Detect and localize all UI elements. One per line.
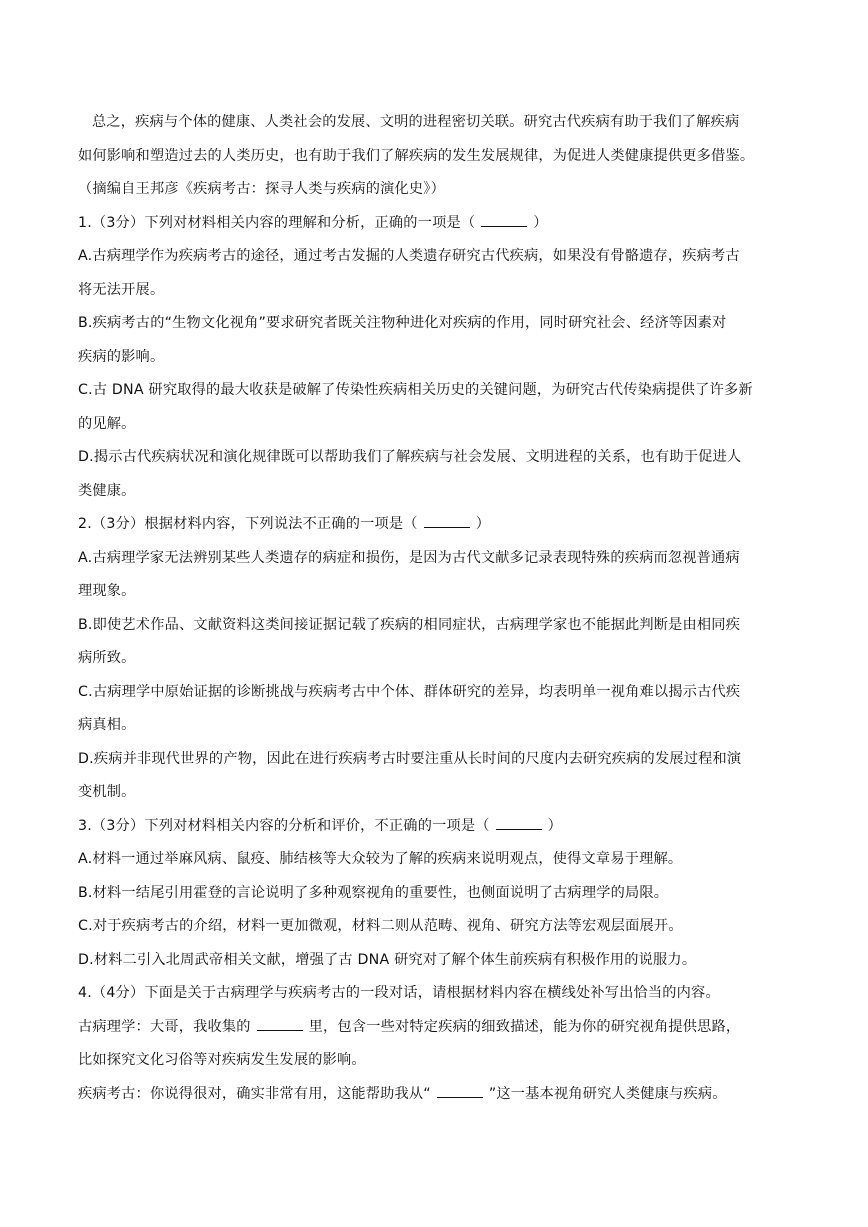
question-stem-text: 1.（3分）下列对材料相关内容的理解和分析，正确的一项是（ xyxy=(78,214,476,231)
question-2-option-d: D.疾病并非现代世界的产物，因此在进行疾病考古时要注重从长时间的尺度内去研究疾病的发展过程和演 xyxy=(78,750,742,767)
dialogue-text: 里，包含一些对特定疾病的细致描述，能为你的研究视角提供思路， xyxy=(308,1018,741,1035)
answer-blank[interactable] xyxy=(437,1085,483,1098)
dialogue-text: ”这一基本视角研究人类健康与疾病。 xyxy=(488,1085,727,1102)
question-2-option-d-cont: 变机制。 xyxy=(78,784,136,800)
question-1-option-d-cont: 类健康。 xyxy=(78,482,136,499)
question-3-stem xyxy=(78,816,798,850)
question-3-option-a: A.材料一通过举麻风病、鼠疫、肺结核等大众较为了解的疾病来说明观点，使得文章易于理解。 xyxy=(78,851,683,867)
dialogue-line-1 xyxy=(78,1017,798,1051)
dialogue-line-3 xyxy=(78,1084,798,1118)
question-stem-text: 2.（3分）根据材料内容，下列说法不正确的一项是（ xyxy=(78,516,418,532)
question-1-option-c: C.古 DNA 研究取得的最大收获是破解了传染性疾病相关历史的关键问题，为研究古代传染病提供了许多新 xyxy=(78,382,753,398)
document-body xyxy=(78,112,798,1117)
answer-blank[interactable] xyxy=(424,515,470,528)
answer-blank[interactable] xyxy=(496,817,542,830)
question-2-stem xyxy=(78,514,798,548)
dialogue-text: 疾病考古：你说得很对，确实非常有用，这能帮助我从“ xyxy=(78,1085,431,1102)
passage-paragraph-line: 如何影响和塑造过去的人类历史，也有助于我们了解疾病的发生发展规律，为促进人类健康提供更多借鉴。 xyxy=(78,147,755,164)
answer-blank[interactable] xyxy=(257,1018,303,1031)
question-3-option-d: D.材料二引入北周武帝相关文献，增强了古 DNA 研究对了解个体生前疾病有积极作用的说服力。 xyxy=(78,951,697,968)
dialogue-line-2: 比如探究文化习俗等对疾病发生发展的影响。 xyxy=(78,1052,366,1068)
question-3-option-b: B.材料一结尾引用霍登的言论说明了多种观察视角的重要性，也侧面说明了古病理学的局限。 xyxy=(78,884,669,901)
question-2-option-b-cont: 病所致。 xyxy=(78,650,136,666)
passage-paragraph-line: 总之，疾病与个体的健康、人类社会的发展、文明的进程密切关联。研究古代疾病有助于我们了解疾病 xyxy=(92,114,740,130)
question-1-option-a: A.古病理学作为疾病考古的途径，通过考古发掘的人类遗存研究古代疾病，如果没有骨骼遗存，疾病考古 xyxy=(78,248,740,264)
question-2-option-a: A.古病理学家无法辨别某些人类遗存的病症和损伤，是因为古代文献多记录表现特殊的疾病而忽视普通病 xyxy=(78,549,740,566)
answer-blank[interactable] xyxy=(481,214,527,227)
question-2-option-c-cont: 病真相。 xyxy=(78,717,136,733)
question-1-option-c-cont: 的见解。 xyxy=(78,415,136,432)
question-4-stem: 4.（4分）下面是关于古病理学与疾病考古的一段对话，请根据材料内容在横线处补写出恰当的内容。 xyxy=(78,985,720,1001)
question-1-stem xyxy=(78,213,798,247)
question-1-option-a-cont: 将无法开展。 xyxy=(78,281,165,298)
question-stem-close: ） xyxy=(475,516,491,532)
dialogue-text: 古病理学：大哥，我收集的 xyxy=(78,1018,251,1035)
question-2-option-b: B.即使艺术作品、文献资料这类间接证据记载了疾病的相同症状，古病理学家也不能据此判断是由相同疾 xyxy=(78,616,741,633)
question-1-option-b-cont: 疾病的影响。 xyxy=(78,348,165,365)
question-2-option-c: C.古病理学中原始证据的诊断挑战与疾病考古中个体、群体研究的差异，均表明单一视角难以揭示古代疾 xyxy=(78,683,741,700)
question-2-option-a-cont: 理现象。 xyxy=(78,583,136,599)
question-1-option-d: D.揭示古代疾病状况和演化规律既可以帮助我们了解疾病与社会发展、文明进程的关系，也有助于促进人 xyxy=(78,449,742,465)
question-3-option-c: C.对于疾病考古的介绍，材料一更加微观，材料二则从范畴、视角、研究方法等宏观层面展开。 xyxy=(78,918,683,934)
question-1-option-b: B.疾病考古的“生物文化视角”要求研究者既关注物种进化对疾病的作用，同时研究社会、经济等因素对 xyxy=(78,315,727,331)
question-stem-close: ） xyxy=(533,214,548,231)
passage-source: （摘编自王邦彦《疾病考古：探寻人类与疾病的演化史》） xyxy=(78,181,445,197)
question-stem-close: ） xyxy=(547,817,563,834)
question-stem-text: 3.（3分）下列对材料相关内容的分析和评价，不正确的一项是（ xyxy=(78,817,490,834)
